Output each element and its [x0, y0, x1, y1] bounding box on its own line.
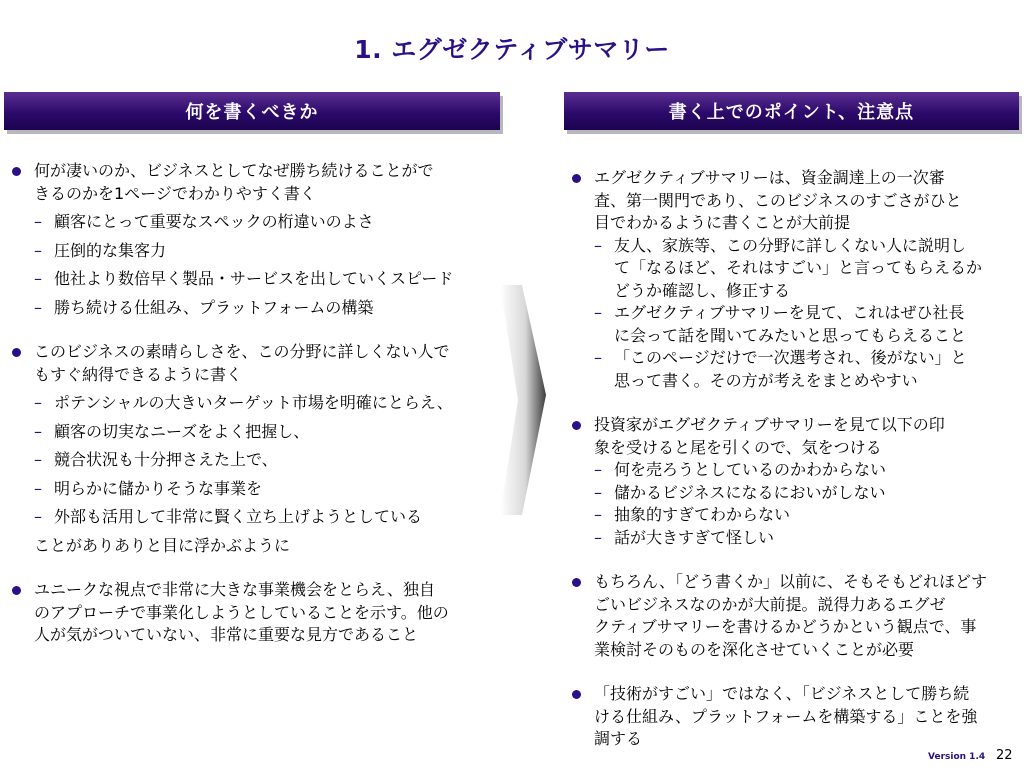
sub-item: – 顧客の切実なニーズをよく把握し、	[12, 421, 502, 444]
dash-icon: –	[594, 348, 602, 367]
sub-item: – 何を売ろうとしているのかわからない	[572, 459, 1020, 482]
sub-item: – 競合状況も十分押さえた上で、	[12, 449, 502, 472]
sub-item: – 顧客にとって重要なスペックの桁違いのよさ	[12, 211, 502, 234]
sub-item: – 儲かるビジネスになるにおいがしない	[572, 482, 1020, 505]
sub-item: – 明らかに儲かりそうな事業を	[12, 478, 502, 501]
left-bullet-1	[12, 160, 502, 205]
bullet-dot-icon	[572, 578, 581, 587]
sub-item: – エグゼクティブサマリーを見て、これはぜひ社長 に会って話を聞いてみたいと思ってもらえること	[594, 303, 967, 345]
bullet-line: 「技術がすごい」ではなく、「ビジネスとして勝ち続	[594, 684, 970, 703]
sub-item: – ポテンシャルの大きいターゲット市場を明確にとらえ、	[12, 392, 502, 415]
sub-item: – 「このページだけで一次選考され、後がない」と 思って書く。その方が考えをまとめやすい	[594, 348, 967, 390]
right-bullet-3	[572, 571, 1020, 661]
sub-item: – 抽象的すぎてわからない	[572, 504, 1020, 527]
dash-icon: –	[34, 478, 42, 498]
version-label: Version 1.4	[928, 752, 986, 762]
dash-icon: –	[34, 269, 42, 288]
bullet-line: 象を受けると尾を引くので、気をつける	[594, 437, 882, 457]
bullet-line: 査、第一関門であり、このビジネスのすごさがひと	[594, 190, 962, 210]
chevron-right-arrow-icon	[500, 285, 550, 515]
bullet-line: 目でわかるように書くことが大前提	[594, 213, 851, 232]
sub-item: – 他社より数倍早く製品・サービスを出していくスピード	[12, 268, 502, 291]
dash-icon: –	[34, 421, 42, 441]
left-column	[12, 160, 502, 647]
sub-item: – 話が大きすぎて怪しい	[572, 527, 1020, 550]
bullet-line: クティブサマリーを書けるかどうかという観点で、事	[594, 617, 977, 636]
dash-icon: –	[594, 527, 602, 547]
right-header-label: 書く上でのポイント、注意点	[668, 102, 915, 123]
sub-item: – 圧倒的な集客力	[12, 240, 502, 263]
bullet-line: ける仕組み、プラットフォームを構築する」ことを強	[594, 706, 978, 726]
dash-icon: –	[594, 303, 602, 322]
bullet-dot-icon	[12, 167, 21, 176]
dash-icon: –	[594, 505, 602, 524]
page-number: 22	[996, 748, 1013, 763]
page-title: 1. エグゼクティブサマリー	[354, 35, 670, 64]
bullet-line: もちろん、「どう書くか」以前に、そもそもどれほどす	[594, 572, 987, 591]
sub-item: – 外部も活用して非常に賢く立ち上げようとしている	[12, 506, 502, 529]
bullet-line: エグゼクティブサマリーは、資金調達上の一次審	[594, 168, 945, 187]
bullet-line: ごいビジネスなのかが大前提。説得力あるエグゼ	[594, 594, 946, 614]
bullet-dot-icon	[572, 690, 581, 699]
bullet-continuation: ことがありありと目に浮かぶように	[34, 535, 291, 555]
bullet-line: 何が凄いのか、ビジネスとしてなぜ勝ち続けることがで	[34, 161, 434, 180]
bullet-dot-icon	[12, 348, 21, 357]
bullet-line: このビジネスの素晴らしさを、この分野に詳しくない人で	[34, 342, 450, 361]
left-header-label: 何を書くべきか	[185, 102, 319, 123]
dash-icon: –	[594, 235, 602, 255]
dash-icon: –	[34, 507, 42, 526]
bullet-line: 業検討そのものを深化させていくことが必要	[594, 639, 915, 659]
bullet-line: のアプローチで事業化しようとしていることを示す。他の	[34, 602, 449, 622]
dash-icon: –	[34, 240, 42, 260]
left-bullet-3	[12, 579, 502, 647]
bullet-dot-icon	[572, 421, 581, 430]
bullet-line: ユニークな視点で非常に大きな事業機会をとらえ、独自	[34, 580, 435, 599]
right-column-header	[564, 92, 1019, 130]
dash-icon: –	[34, 297, 42, 317]
bullet-line: もすぐ納得できるように書く	[34, 364, 243, 384]
bullet-line: 投資家がエグゼクティブサマリーを見て以下の印	[594, 415, 945, 434]
bullet-line: きるのかを1ページでわかりやすく書く	[34, 183, 316, 203]
dash-icon: –	[34, 393, 42, 412]
right-bullet-4	[572, 683, 1020, 751]
bullet-dot-icon	[12, 586, 21, 595]
bullet-line: 人が気がついていない、非常に重要な見方であること	[34, 625, 419, 644]
left-bullet-2	[12, 341, 502, 386]
right-column	[572, 167, 1020, 751]
dash-icon: –	[594, 460, 602, 479]
sub-item: – 友人、家族等、この分野に詳しくない人に説明し て「なるほど、それはすごい」と言ってもらえるか どうか確認し、修正する	[594, 235, 983, 300]
left-column-header	[4, 92, 500, 130]
bullet-dot-icon	[572, 174, 581, 183]
right-bullet-1	[572, 167, 1020, 235]
sub-item: – 勝ち続ける仕組み、プラットフォームの構築	[12, 297, 502, 320]
dash-icon: –	[594, 482, 602, 502]
dash-icon: –	[34, 450, 42, 469]
right-bullet-2	[572, 414, 1020, 459]
dash-icon: –	[34, 212, 42, 231]
bullet-line: 調する	[594, 729, 643, 748]
